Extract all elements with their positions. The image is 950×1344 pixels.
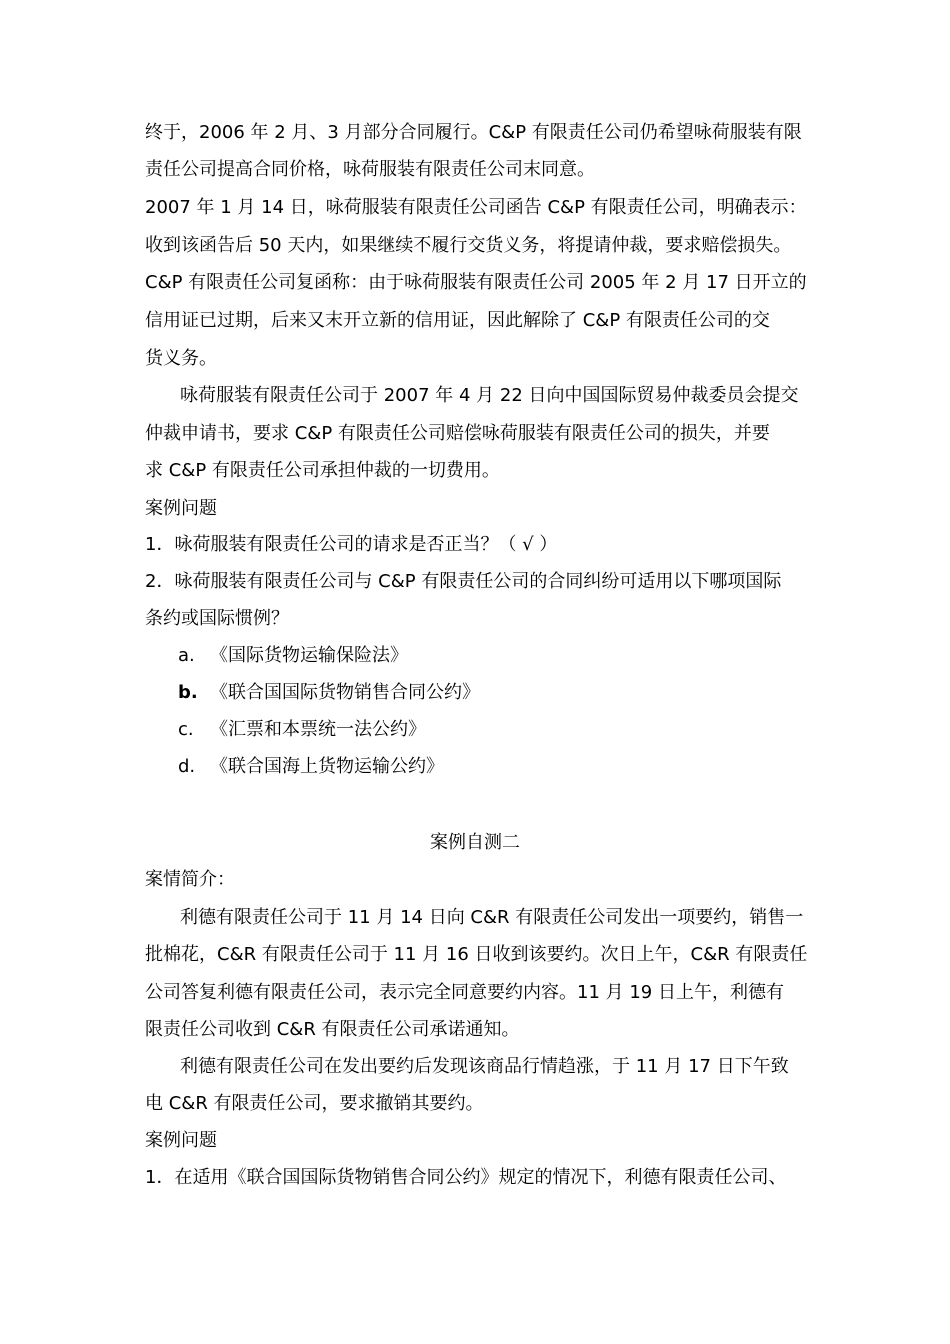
option-d xyxy=(178,755,858,779)
option-b xyxy=(178,681,858,705)
paragraph-line: 电 C&R 有限责任公司，要求撤销其要约。 xyxy=(145,1093,484,1114)
paragraph-line: 终于，2006 年 2 月、3 月部分合同履行。C&P 有限责任公司仍希望咏荷服装有限 xyxy=(145,122,802,143)
paragraph-line: C&P 有限责任公司复函称：由于咏荷服装有限责任公司 2005 年 2 月 17 日开立的 xyxy=(145,272,807,293)
paragraph-line: 货义务。 xyxy=(145,348,217,369)
section-heading: 案例问题 xyxy=(145,1130,217,1151)
paragraph-line: 仲裁申请书，要求 C&P 有限责任公司赔偿咏荷服装有限责任公司的损失，并要 xyxy=(145,423,770,444)
option-text: 《国际货物运输保险法》 xyxy=(210,645,408,666)
option-text: 《联合国国际货物销售合同公约》 xyxy=(210,682,480,703)
paragraph-line: 求 C&P 有限责任公司承担仲裁的一切费用。 xyxy=(145,460,500,481)
option-a xyxy=(178,644,858,668)
option-text: 《汇票和本票统一法公约》 xyxy=(210,719,426,740)
option-marker: d. xyxy=(178,756,196,777)
paragraph-line: 利德有限责任公司在发出要约后发现该商品行情趋涨，于 11 月 17 日下午致 xyxy=(180,1056,789,1077)
paragraph-line: 收到该函告后 50 天内，如果继续不履行交货义务，将提请仲裁，要求赔偿损失。 xyxy=(145,235,792,256)
option-marker: a. xyxy=(178,645,195,666)
option-c xyxy=(178,718,858,742)
option-text: 《联合国海上货物运输公约》 xyxy=(210,756,444,777)
paragraph-line: 批棉花，C&R 有限责任公司于 11 月 16 日收到该要约。次日上午，C&R 有限责任 xyxy=(145,944,808,965)
paragraph-line: 利德有限责任公司于 11 月 14 日向 C&R 有限责任公司发出一项要约，销售一 xyxy=(180,907,804,928)
option-marker: b. xyxy=(178,682,198,703)
paragraph-line: 2007 年 1 月 14 日，咏荷服装有限责任公司函告 C&P 有限责任公司，明确表示： xyxy=(145,197,807,218)
question-2-line-1: 2．咏荷服装有限责任公司与 C&P 有限责任公司的合同纠纷可适用以下哪项国际 xyxy=(145,571,782,592)
paragraph-line: 责任公司提高合同价格，咏荷服装有限责任公司末同意。 xyxy=(145,159,595,180)
paragraph-line: 限责任公司收到 C&R 有限责任公司承诺通知。 xyxy=(145,1019,520,1040)
intro-label: 案情简介： xyxy=(145,869,235,890)
paragraph-line: 咏荷服装有限责任公司于 2007 年 4 月 22 日向中国国际贸易仲裁委员会提交 xyxy=(180,385,799,406)
question-1: 1．咏荷服装有限责任公司的请求是否正当？（ √ ） xyxy=(145,534,558,555)
question-2-line-2: 条约或国际惯例？ xyxy=(145,608,289,629)
option-marker: c. xyxy=(178,719,194,740)
paragraph-line: 信用证已过期，后来又末开立新的信用证，因此解除了 C&P 有限责任公司的交 xyxy=(145,310,770,331)
section-heading: 案例问题 xyxy=(145,498,217,519)
section-title: 案例自测二 xyxy=(430,832,520,853)
question-1: 1．在适用《联合国国际货物销售合同公约》规定的情况下，利德有限责任公司、 xyxy=(145,1167,787,1188)
paragraph-line: 公司答复利德有限责任公司，表示完全同意要约内容。11 月 19 日上午，利德有 xyxy=(145,982,784,1003)
